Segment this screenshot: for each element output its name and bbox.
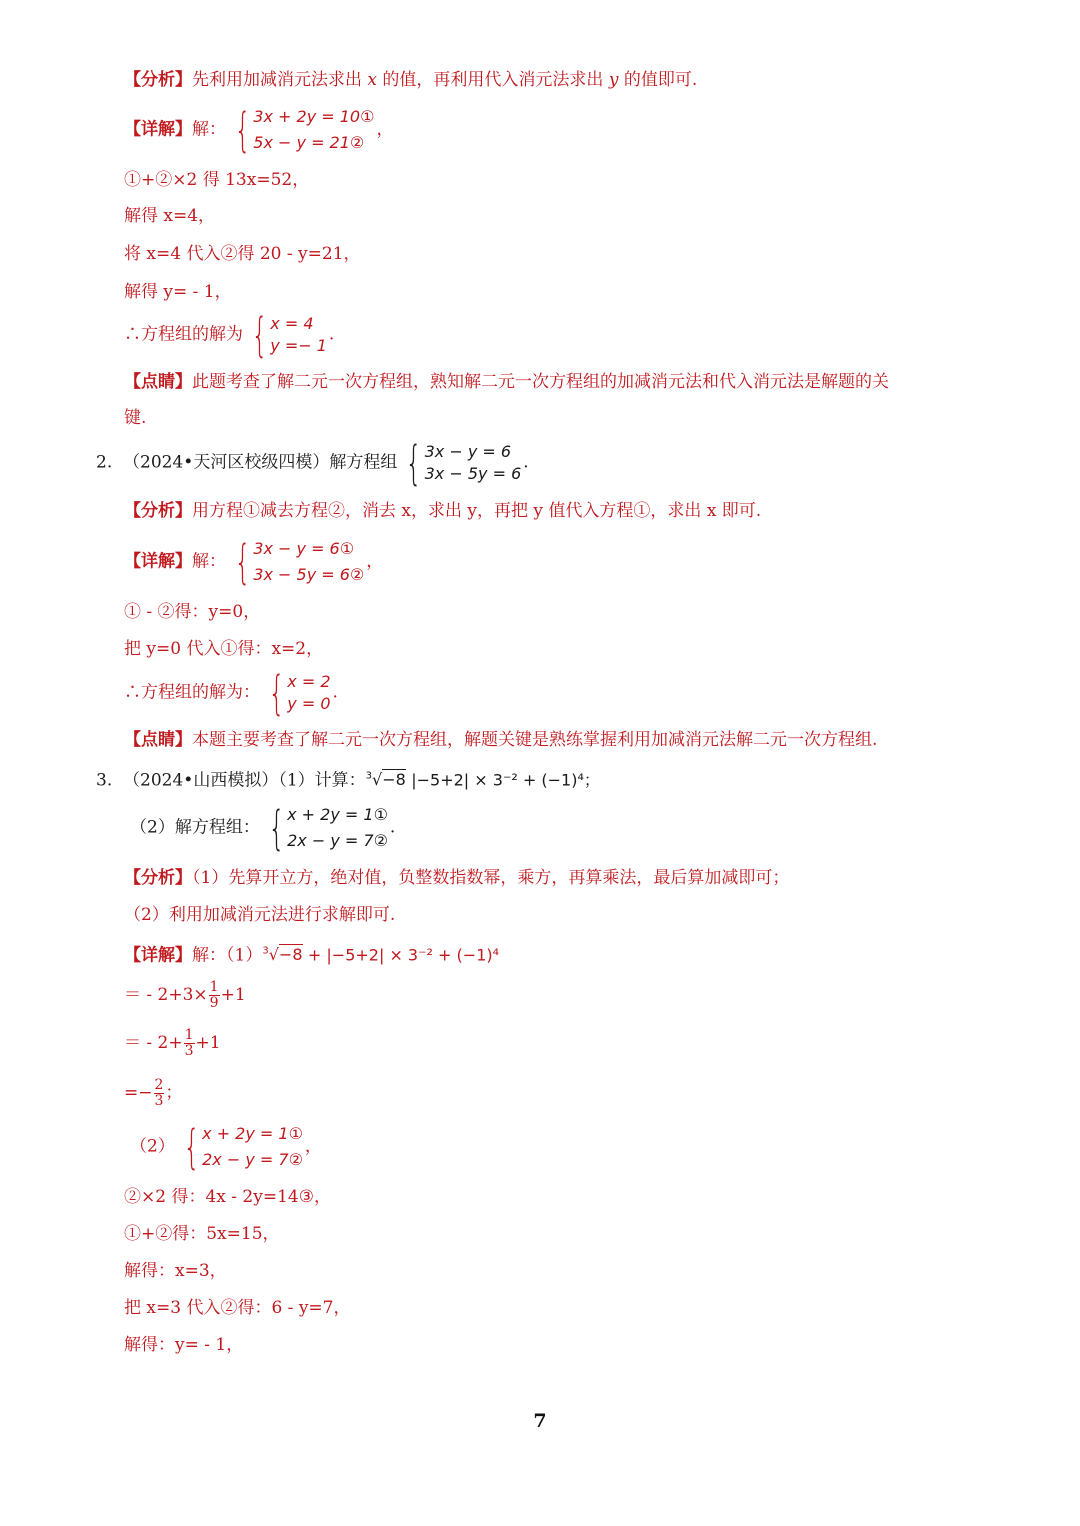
denominator: 9 <box>209 995 219 1011</box>
denominator: 3 <box>154 1093 164 1109</box>
p3-step: ②×2 得：4x - 2y=14③， <box>124 1187 331 1207</box>
brace-icon: { <box>405 436 423 490</box>
p1-step: 解得 y= - 1， <box>124 282 232 302</box>
page-number: 7 <box>533 1410 547 1432</box>
denominator: 3 <box>184 1043 194 1059</box>
text: +1 <box>195 1033 221 1053</box>
equation: x = 4 <box>270 314 314 333</box>
brace-icon: { <box>234 103 251 157</box>
comment-tag: 【点睛】 <box>124 372 192 392</box>
equation: 3x − 5y = 6② <box>253 565 365 584</box>
p3-solution <box>124 940 499 967</box>
equation: y = 0 <box>287 694 331 713</box>
text: 本题主要考查了解二元一次方程组，解题关键是熟练掌握利用加减消元法解二元一次方程组. <box>192 730 878 750</box>
text: ＝ - 2+ <box>124 1033 183 1053</box>
p1-answer <box>124 308 335 362</box>
equation: 5x − y = 21② <box>253 133 365 152</box>
equation: 3x − y = 6① <box>253 539 355 558</box>
p3-step: 解得：y= - 1， <box>124 1335 244 1355</box>
p3-step <box>124 1028 221 1059</box>
text: ； <box>165 1083 183 1103</box>
p2-question <box>96 436 529 490</box>
cube-root: $^3$√−8 <box>365 770 406 790</box>
cube-root: $^3$√−8 <box>262 945 303 965</box>
text: 的值，再利用代入消元法求出 <box>377 70 609 90</box>
equation: x = 2 <box>287 672 331 691</box>
equation-system <box>177 1121 303 1173</box>
question-number: 2. <box>96 452 113 473</box>
text: . <box>523 452 529 473</box>
equation: 3x + 2y = 10① <box>253 107 375 126</box>
text: ＝ - 2+3× <box>124 985 208 1005</box>
expression: |−5+2| × 3⁻² + (−1)⁴； <box>411 770 600 790</box>
p2-solution <box>124 536 383 588</box>
var-x: x <box>367 70 377 90</box>
p1-step: ①+②×2 得 13x=52， <box>124 170 310 190</box>
radicand: −8 <box>278 945 303 965</box>
text: . <box>328 324 335 345</box>
text: ∴方程组的解为 <box>124 324 243 345</box>
text: （2） <box>130 1136 175 1157</box>
p3-analysis-cont: （2）利用加减消元法进行求解即可. <box>124 905 396 925</box>
text: ， <box>366 551 384 572</box>
equation: x + 2y = 1① <box>287 805 388 824</box>
text: （2024•山西模拟）（1）计算： <box>123 770 366 791</box>
p1-step: 解得 x=4， <box>124 206 216 226</box>
equation: y =− 1 <box>270 336 327 355</box>
p1-step: 将 x=4 代入②得 20 - y=21， <box>124 244 361 264</box>
fraction <box>154 1078 165 1109</box>
p1-comment <box>124 370 889 394</box>
text: ， <box>304 1136 322 1157</box>
analysis-tag: 【分析】 <box>124 868 192 888</box>
equation: 3x − 5y = 6 <box>424 464 522 483</box>
expression: + |−5+2| × 3⁻² + (−1)⁴ <box>307 945 500 965</box>
equation: 3x − y = 6 <box>424 442 512 461</box>
p2-analysis <box>124 499 761 523</box>
equation-system <box>228 104 374 156</box>
text: （2024•天河区校级四模）解方程组 <box>123 452 398 473</box>
equation: x + 2y = 1① <box>202 1124 303 1143</box>
p1-comment-cont: 键. <box>124 408 147 428</box>
numerator: 1 <box>184 1027 194 1043</box>
p3-step: ①+②得：5x=15， <box>124 1224 280 1244</box>
text: （2）解方程组： <box>130 817 260 838</box>
analysis-tag: 【分析】 <box>124 501 192 521</box>
text: 的值即可. <box>618 70 698 90</box>
text: . <box>332 682 338 703</box>
p2-step: ① - ②得：y=0， <box>124 602 261 622</box>
brace-icon: { <box>268 801 285 855</box>
radicand: −8 <box>382 770 406 790</box>
fraction <box>209 980 220 1011</box>
equation-system <box>228 536 364 588</box>
p2-step: 把 y=0 代入①得：x=2， <box>124 639 324 659</box>
text: ， <box>376 119 394 140</box>
p1-analysis <box>124 68 697 92</box>
text: . <box>389 817 396 838</box>
comment-tag: 【点睛】 <box>124 730 192 750</box>
equation: 2x − y = 7② <box>287 831 388 850</box>
p3-part2 <box>130 802 395 854</box>
question-number: 3. <box>96 770 113 791</box>
p3-step: 把 x=3 代入②得：6 - y=7， <box>124 1298 351 1318</box>
text: +1 <box>220 985 246 1005</box>
p2-answer <box>124 666 338 720</box>
text: ∴方程组的解为： <box>124 682 260 703</box>
solution-tag: 【详解】 <box>124 119 192 140</box>
text: 用方程①减去方程②，消去 x，求出 y，再把 y 值代入方程①，求出 x 即可. <box>192 501 762 521</box>
answer-system <box>245 308 327 362</box>
fraction <box>184 1028 195 1059</box>
text: （1）先算开立方，绝对值，负整数指数幂，乘方，再算乘法，最后算加减即可； <box>192 868 790 888</box>
p3-question <box>96 765 600 792</box>
p3-step <box>124 980 246 1011</box>
brace-icon: { <box>268 666 285 720</box>
p2-comment <box>124 728 877 752</box>
root-index: 3 <box>262 946 269 957</box>
text: 解：（1） <box>192 945 263 966</box>
equation: 2x − y = 7② <box>202 1150 303 1169</box>
answer-system <box>262 666 331 720</box>
text: =− <box>124 1083 153 1103</box>
root-index: 3 <box>365 771 373 782</box>
var-y: y <box>608 70 619 90</box>
solution-tag: 【详解】 <box>124 551 192 572</box>
analysis-tag: 【分析】 <box>124 70 192 90</box>
brace-icon: { <box>234 535 251 589</box>
brace-icon: { <box>251 308 268 362</box>
text: 此题考查了解二元一次方程组，熟知解二元一次方程组的加减消元法和代入消元法是解题的关 <box>192 372 889 392</box>
equation-system <box>262 802 388 854</box>
numerator: 1 <box>209 979 219 995</box>
brace-icon: { <box>183 1120 200 1174</box>
text: 解： <box>192 551 226 572</box>
solution-tag: 【详解】 <box>124 945 192 966</box>
numerator: 2 <box>154 1077 164 1093</box>
p3-analysis <box>124 866 789 890</box>
text: 解： <box>192 119 226 140</box>
text: 先利用加减消元法求出 <box>192 70 368 90</box>
p1-solution <box>124 104 393 156</box>
p3-step: 解得：x=3， <box>124 1261 227 1281</box>
equation-system <box>399 436 522 490</box>
p3-part2-solution <box>130 1121 322 1173</box>
p3-step <box>124 1078 182 1109</box>
